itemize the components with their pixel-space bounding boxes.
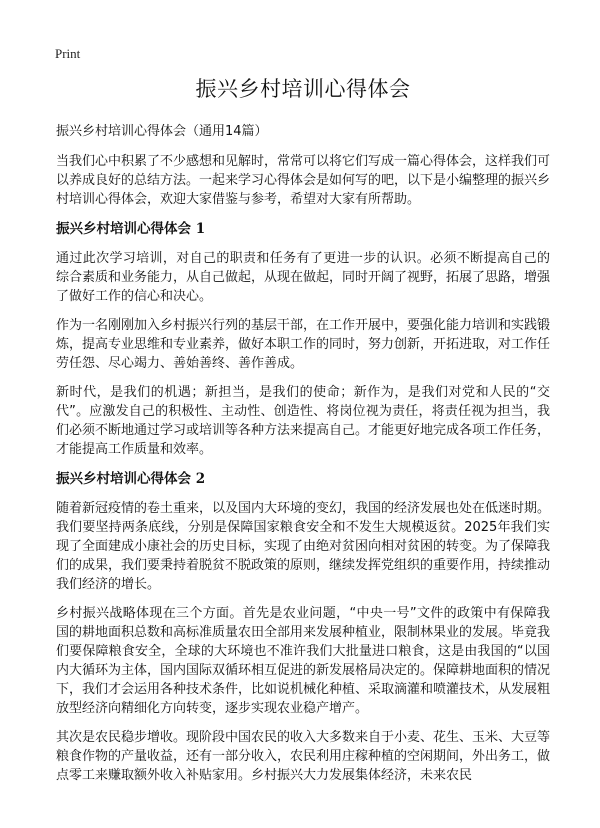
section-1-paragraph-1: 通过此次学习培训，对自己的职责和任务有了更进一步的认识。必须不断提高自己的 综合素质和业务能力，从自己做起，从现在做起，同时开阔了视野，拓展了思路，增强了做好工作的信心和决心。	[56, 251, 551, 304]
document-body	[56, 74, 550, 795]
section-2-paragraph-3: 其次是农民稳步增收。现阶段中国农民的收入大多数来自于小麦、花生、玉米、大豆等粮食作物的产量收益，还有一部分收入，农民利用庄稼种植的空闲期间，外出务工，做点零工来赚取额外收入补贴家用。乡村振兴大力发展集体经济，未来农民	[56, 730, 551, 783]
page-title: 振兴乡村培训心得体会	[195, 77, 411, 101]
section-heading-2: 振兴乡村培训心得体会 2	[56, 471, 206, 487]
section-2-paragraph-1: 随着新冠疫情的卷土重来，以及国内大环境的变幻，我国的经济发展也处在低迷时期。我们要坚持两条底线，分别是保障国家粮食安全和不发生大规模返贫。2025年我们实现了全面建成小康社会的历史目标，实现了由绝对贫困向相对贫困的转变。为了保障我们的成果，我们要秉持着脱贫不脱政策的原则，继续发挥党组织的重要作用，持续推动我们经济的增长。	[56, 501, 551, 592]
intro-paragraph: 当我们心中积累了不少感想和见解时，常常可以将它们写成一篇心得体会，这样我们可以养成良好的总结方法。一起来学习心得体会是如何写的吧，以下是小编整理的振兴乡村培训心得体会，欢迎大家借鉴与参考，希望对大家有所帮助。	[56, 154, 551, 207]
section-heading-1: 振兴乡村培训心得体会 1	[56, 221, 206, 237]
print-link[interactable]: Print	[55, 46, 81, 61]
section-1-paragraph-2: 作为一名刚刚加入乡村振兴行列的基层干部，在工作开展中，要强化能力培训和实践锻炼，提高专业思维和专业素养，做好本职工作的同时，努力创新，开拓进取，对工作任劳任怨、尽心竭力、善始善终、善作善成。	[56, 318, 551, 371]
section-1-paragraph-3: 新时代，是我们的机遇；新担当，是我们的使命；新作为，是我们对党和人民的“交代”。应激发自己的积极性、主动性、创造性、将岗位视为责任，将责任视为担当，我们必须不断地通过学习或培训等各种方法来提高自己。才能更好地完成各项工作任务，才能提高工作质量和效率。	[56, 385, 551, 457]
document-subtitle: 振兴乡村培训心得体会（通用14篇）	[56, 124, 268, 139]
section-2-paragraph-2: 乡村振兴战略体现在三个方面。首先是农业问题，“中央一号”文件的政策中有保障我国的耕地面积总数和高标准质量农田全部用来发展种植业，限制林果业的发展。毕竟我们要保障粮食安全，全球的大环境也不准许我们大批量进口粮食，这是由我国的“以国内大循环为主体，国内国际双循环相互促进的新发展格局决定的。保障耕地面积的情况下，我们才会运用各种技术条件，比如说机械化种植、采取滴灌和喷灌技术，从发展粗放型经济向精细化方向转变，逐步实现农业稳产增产。	[56, 606, 551, 716]
